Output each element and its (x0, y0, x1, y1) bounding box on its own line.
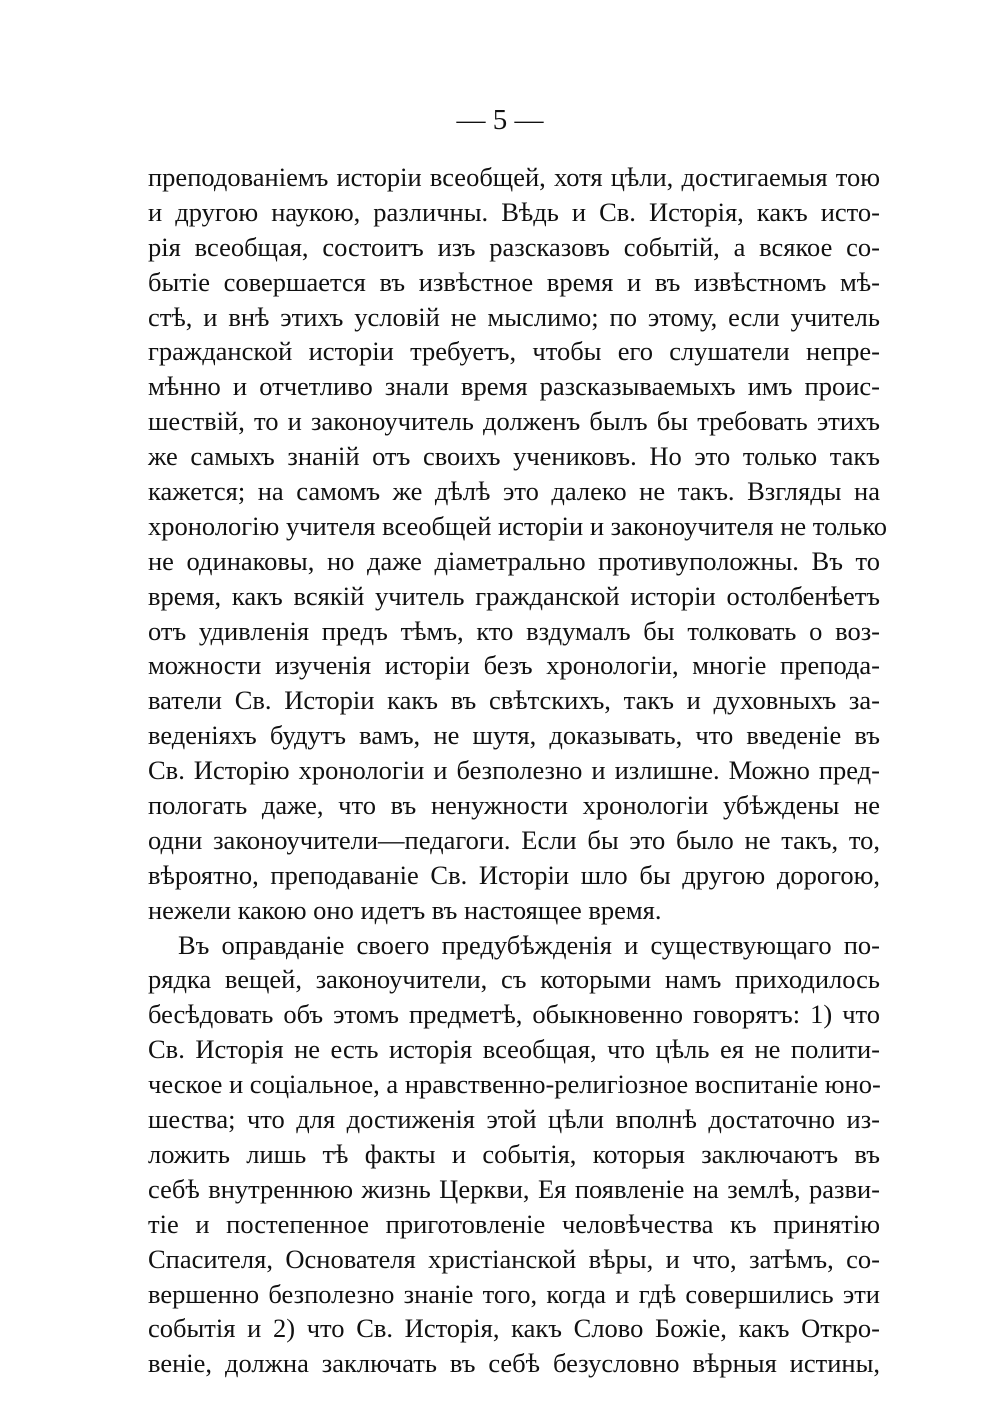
page-number: — 5 — (456, 104, 544, 136)
text-line: рія всеобщая, состоитъ изъ разсказовъ событій, а всякое со- (148, 231, 880, 262)
text-line: Въ оправданіе своего предубѣжденія и существующаго по- (178, 929, 880, 960)
text-line: гражданской исторіи требуетъ, чтобы его слушатели непре- (148, 336, 880, 367)
text-line: Св. Исторія не есть исторія всеобщая, что цѣль ея не полити- (148, 1034, 880, 1065)
text-line: Св. Исторію хронологіи и безполезно и излишне. Можно пред- (148, 755, 880, 786)
text-line: ложить лишь тѣ факты и событія, которыя заключаютъ въ (148, 1138, 880, 1169)
text-line: преподованіемъ исторіи всеобщей, хотя цѣли, достигаемыя тою (148, 162, 880, 192)
text-line: бытіе совершается въ извѣстное время и въ извѣстномъ мѣ- (148, 266, 880, 297)
text-line: кажется; на самомъ же дѣлѣ это далеко не такъ. Взгляды на (148, 476, 880, 507)
text-line: мѣнно и отчетливо знали время разсказываемыхъ имъ проис- (148, 371, 880, 402)
text-line: можности изученія исторіи безъ хронологіи, многіе препода- (148, 650, 880, 681)
text-line: бесѣдовать объ этомъ предметѣ, обыкновенно говорятъ: 1) что (148, 999, 880, 1030)
text-line: пологать даже, что въ ненужности хронологіи убѣждены не (148, 790, 880, 821)
text-line: событія и 2) что Св. Исторія, какъ Слово Божіе, какъ Откро- (148, 1313, 880, 1344)
text-line: стѣ, и внѣ этихъ условій не мыслимо; по этому, если учитель (148, 301, 880, 332)
text-line: нежели какою оно идетъ въ настоящее время. (148, 894, 662, 925)
text-line: себѣ внутреннюю жизнь Церкви, Ея появленіе на землѣ, разви- (148, 1173, 880, 1204)
text-line: хронологію учителя всеобщей исторіи и законоучителя не только (148, 510, 888, 541)
text-line: одни законоучители—педагоги. Если бы это было не такъ, то, (148, 824, 880, 855)
text-line: и другою наукою, различны. Вѣдь и Св. Исторія, какъ исто- (148, 196, 880, 227)
text-line: веніе, должна заключать въ себѣ безусловно вѣрныя истины, (148, 1348, 880, 1379)
page-text-body (148, 160, 888, 1381)
text-line: рядка вещей, законоучители, съ которыми намъ приходилось (148, 964, 880, 995)
text-line: шествій, то и законоучитель долженъ былъ бы требовать этихъ (148, 406, 880, 437)
paragraph-2 (148, 928, 880, 1382)
text-line: вершенно безполезно знаніе того, когда и гдѣ совершились эти (148, 1278, 880, 1309)
text-line: время, какъ всякій учитель гражданской исторіи остолбенѣетъ (148, 580, 880, 611)
text-line: веденіяхъ будутъ вамъ, не шутя, доказывать, что введеніе въ (148, 720, 880, 751)
paragraph-1 (148, 160, 888, 928)
text-line: не одинаковы, но даже діаметрально противуположны. Въ то (148, 545, 880, 576)
text-line: тіе и постепенное приготовленіе человѣчества къ принятію (148, 1208, 880, 1239)
text-line: же самыхъ знаній отъ своихъ учениковъ. Но это только такъ (148, 441, 880, 472)
text-line: ческое и соціальное, а нравственно-религіозное воспитаніе юно- (148, 1069, 881, 1100)
text-line: Спасителя, Основателя христіанской вѣры, и что, затѣмъ, со- (148, 1243, 880, 1274)
text-line: вѣроятно, преподаваніе Св. Исторіи шло бы другою дорогою, (148, 859, 880, 890)
text-line: шества; что для достиженія этой цѣли вполнѣ достаточно из- (148, 1104, 880, 1135)
text-line: отъ удивленія предъ тѣмъ, кто вздумалъ бы толковать о воз- (148, 615, 880, 646)
text-line: ватели Св. Исторіи какъ въ свѣтскихъ, такъ и духовныхъ за- (148, 685, 880, 716)
